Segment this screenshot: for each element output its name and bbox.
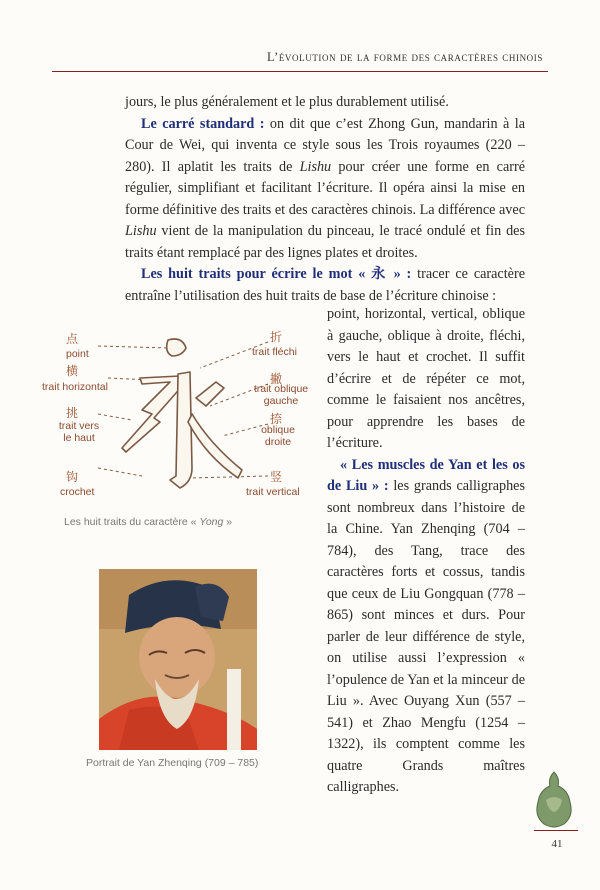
stroke-horizontal-zh: 横 xyxy=(66,364,79,378)
caption-text: Les huit traits du caractère « xyxy=(64,516,200,528)
stroke-horizontal-label: trait horizontal xyxy=(42,381,108,393)
main-text-full-width xyxy=(125,92,525,307)
yong-character-outline xyxy=(122,339,242,488)
paragraph-huit-traits-cont: point, horizontal, vertical, oblique à gauche, oblique à droite, fléchi, vers le haut et crochet. Il suffit d’écrire et de répéter ce mot, comme le faisaient nos ancêtres, pour apprendre les bases de l’écriture. xyxy=(327,306,525,451)
running-title: L’évolution de la forme des caractères chinois xyxy=(266,50,543,64)
caption-text: » xyxy=(223,516,233,528)
page-number: 41 xyxy=(551,838,563,850)
stroke-flechi-zh: 折 xyxy=(270,330,283,344)
text-span: pour créer une forme en carré régulier, simplifiant et facilitant l’écriture. Il opéra ainsi la mise en forme définitive des traits et des caractères chinois. La différence avec xyxy=(125,158,525,218)
term-lishu: Lishu xyxy=(299,158,332,175)
stroke-up-zh: 挑 xyxy=(66,406,79,420)
text-span: tracer ce caractère entraîne l’utilisation des huit traits de base de l’écriture chinoise : xyxy=(125,266,525,304)
portrait-yan-zhenqing xyxy=(99,569,257,750)
stroke-hook-label: crochet xyxy=(60,486,95,498)
main-text-column xyxy=(327,304,525,799)
stroke-right-zh: 捺 xyxy=(270,412,283,426)
term-lishu: Lishu xyxy=(125,223,157,239)
stroke-right-label: oblique droite xyxy=(261,424,295,448)
term-carre-standard: Le carré standard : xyxy=(141,115,265,132)
stroke-left-label: trait oblique gauche xyxy=(253,383,309,407)
stroke-up-label: trait vers le haut xyxy=(58,420,100,444)
paragraph-huit-traits xyxy=(125,264,525,307)
text-span: vient de la manipulation du pinceau, le tracé ondulé et fin des traits étant remplacé par des lignes plates et droites. xyxy=(125,223,525,261)
stroke-hook-zh: 钩 xyxy=(66,470,79,484)
stroke-point-zh: 点 xyxy=(66,332,79,346)
text-span: on dit que c’est Zhong Gun, mandarin à la Cour de Wei, qui inventa ce style sous les Trois royaumes (220 – 280). Il aplatit les traits de xyxy=(125,115,525,175)
stroke-point-label: point xyxy=(66,348,89,360)
jade-ornament-icon xyxy=(532,770,576,828)
portrait-caption: Portrait de Yan Zhenqing (709 – 785) xyxy=(86,757,259,769)
term-yan-liu: « Les muscles de Yan et les os de Liu » : xyxy=(327,456,525,494)
text-span: les grands calligraphes sont nombreux dans l’histoire de la Chine. Yan Zhenqing (704 – 784), des Tang, trace des caractères forts et cossus, tandis que ceux de Liu Gongquan (778 – 865) sont minces et durs. Pour parler de leur différence de style, on utilise aussi l’expression « l’opulence de Yan et la minceur de Liu ». Avec Ouyang Xun (557 – 541) et Zhao Mengfu (1254 – 1322), ils comptent comme les quatre Grands maîtres calligraphes. xyxy=(327,478,525,795)
stroke-flechi-label: trait fléchi xyxy=(252,346,297,358)
term-huit-traits: Les huit traits pour écrire le mot « 永 » : xyxy=(141,266,412,282)
folio-rule xyxy=(534,830,578,831)
eight-strokes-diagram xyxy=(40,328,322,508)
stroke-vertical-zh: 竖 xyxy=(270,470,283,484)
stroke-left-zh: 撇 xyxy=(270,372,283,386)
paragraph-continuation: jours, le plus généralement et le plus durablement utilisé. xyxy=(125,94,449,110)
caption-yong: Yong xyxy=(199,516,224,528)
paragraph-carre-standard xyxy=(125,114,525,265)
stroke-vertical-label: trait vertical xyxy=(246,486,300,498)
header-rule xyxy=(52,71,548,72)
diagram-caption xyxy=(64,516,232,528)
paragraph-yan-liu xyxy=(327,455,525,799)
